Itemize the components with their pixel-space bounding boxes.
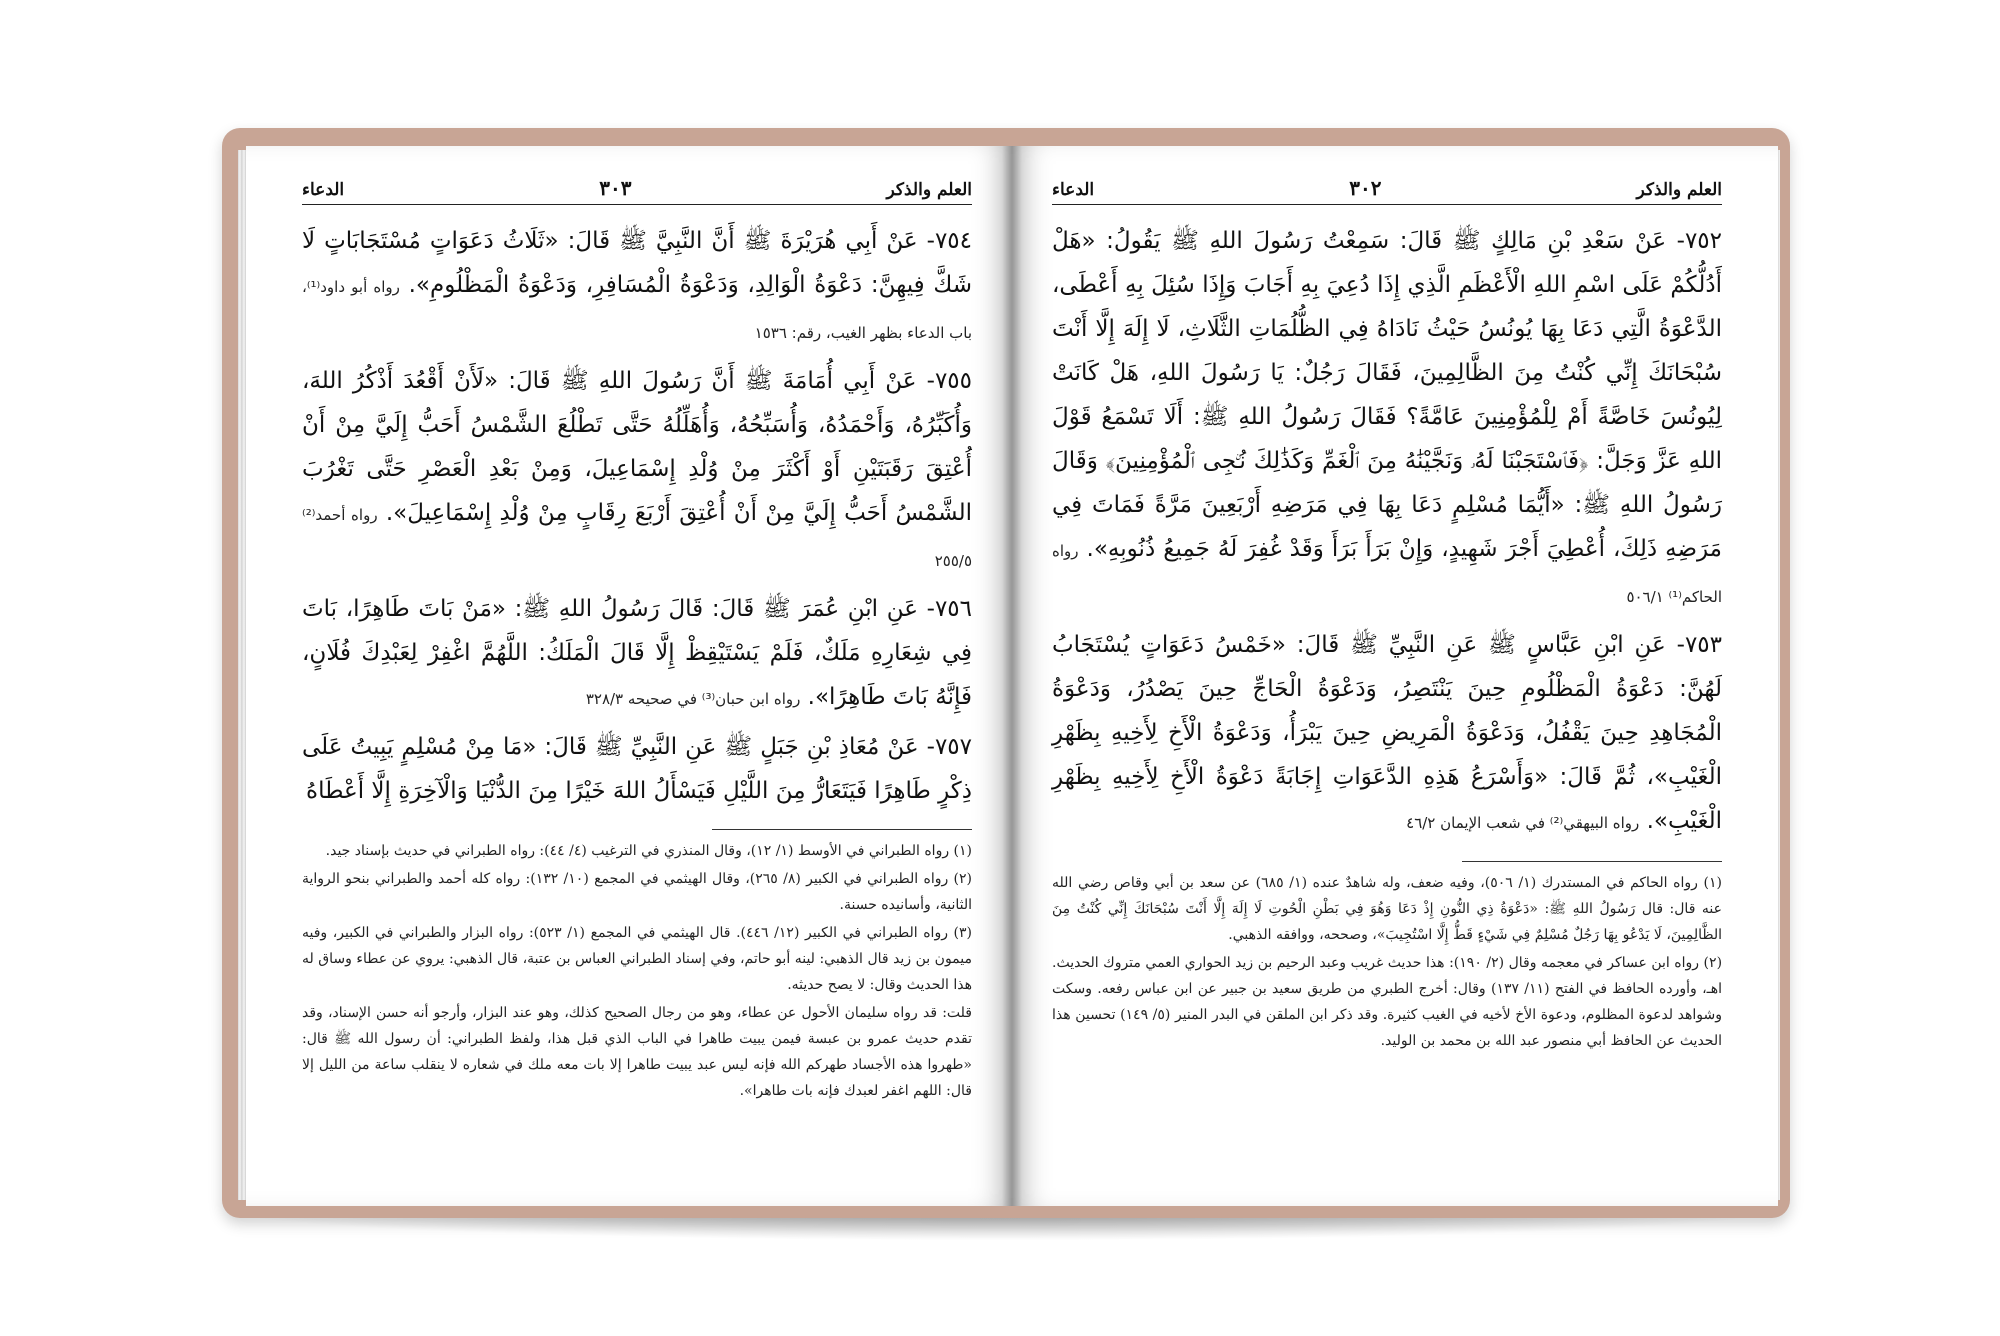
page-header (302, 176, 972, 205)
hadith-source: رواه أحمد⁽²⁾ ٢٥٥/٥ (302, 506, 972, 570)
hadith-source: رواه الحاكم⁽¹⁾ ٥٠٦/١ (1052, 542, 1722, 606)
hadith-753: ٧٥٣- عَنِ ابْنِ عَبَّاسٍ ﷺ عَنِ النَّبِيِّ ﷺ قَالَ: «خَمْسُ دَعَوَاتٍ يُسْتَجَابُ لَهُنَّ: دَعْوَةُ الْمَظْلُومِ حِينَ يَنْتَصِرُ، وَدَعْوَةُ الْحَاجِّ حِينَ يَصْدُرُ، وَدَعْوَةُ الْمُجَاهِدِ حِينَ يَقْفُلُ، وَدَعْوَةُ الْمَرِيضِ حِينَ يَبْرَأُ، وَدَعْوَةُ الْأَخِ لِأَخِيهِ بِظَهْرِ الْغَيْبِ»، ثُمَّ قَالَ: «وَأَسْرَعُ هَذِهِ الدَّعَوَاتِ إِجَابَةً دَعْوَةُ الْأَخِ لِأَخِيهِ بِظَهْرِ الْغَيْبِ». رواه البيهقي⁽²⁾ في شعب الإيمان ٤٦/٢ (1052, 632, 1722, 834)
hadith-755: ٧٥٥- عَنْ أَبِي أُمَامَةَ ﷺ أَنَّ رَسُولَ اللهِ ﷺ قَالَ: «لَأَنْ أَقْعُدَ أَذْكُرُ اللهَ، وَأُكَبِّرُهُ، وَأَحْمَدُهُ، وَأُسَبِّحُهُ، وَأُهَلِّلُهُ حَتَّى تَطْلُعَ الشَّمْسُ أَحَبُّ إِلَيَّ مِنْ أَنْ أُعْتِقَ رَقَبَتَيْنِ أَوْ أَكْثَرَ مِنْ وُلْدِ إِسْمَاعِيلَ، وَمِنْ بَعْدِ الْعَصْرِ حَتَّى تَغْرُبَ الشَّمْسُ أَحَبُّ إِلَيَّ مِنْ أَنْ أُعْتِقَ أَرْبَعَ رِقَابٍ مِنْ وُلْدِ إِسْمَاعِيلَ». رواه أحمد⁽²⁾ ٢٥٥/٥ (302, 368, 973, 570)
page-header (1052, 176, 1722, 205)
hadith-source: رواه البيهقي⁽²⁾ في شعب الإيمان ٤٦/٢ (1406, 814, 1640, 832)
page-number: ٣٠٢ (1349, 176, 1382, 200)
hadith-756: ٧٥٦- عَنِ ابْنِ عُمَرَ ﷺ قَالَ: قَالَ رَسُولُ اللهِ ﷺ: «مَنْ بَاتَ طَاهِرًا، بَاتَ فِي شِعَارِهِ مَلَكٌ، فَلَمْ يَسْتَيْقِظْ إِلَّا قَالَ الْمَلَكُ: اللَّهُمَّ اغْفِرْ لِعَبْدِكَ فُلَانٍ، فَإِنَّهُ بَاتَ طَاهِرًا». رواه ابن حبان⁽³⁾ في صحيحه ٣٢٨/٣ (302, 596, 972, 710)
hadith-752: ٧٥٢- عَنْ سَعْدِ بْنِ مَالِكٍ ﷺ قَالَ: سَمِعْتُ رَسُولَ اللهِ ﷺ يَقُولُ: «هَلْ أَدُلُّكُمْ عَلَى اسْمِ اللهِ الْأَعْظَمِ الَّذِي إِذَا دُعِيَ بِهِ أَجَابَ وَإِذَا سُئِلَ بِهِ أَعْطَى، الدَّعْوَةُ الَّتِي دَعَا بِهَا يُونُسُ حَيْثُ نَادَاهُ فِي الظُّلُمَاتِ الثَّلَاثِ، لَا إِلَهَ إِلَّا أَنْتَ سُبْحَانَكَ إِنِّي كُنْتُ مِنَ الظَّالِمِينَ، فَقَالَ رَجُلٌ: يَا رَسُولَ اللهِ، هَلْ كَانَتْ لِيُونُسَ خَاصَّةً أَمْ لِلْمُؤْمِنِينَ عَامَّةً؟ فَقَالَ رَسُولُ اللهِ ﷺ: أَلَا تَسْمَعُ قَوْلَ اللهِ عَزَّ وَجَلَّ: ﴿فَٱسْتَجَبْنَا لَهُۥ وَنَجَّيْنَٰهُ مِنَ ٱلْغَمِّ وَكَذَٰلِكَ نُـۨجِى ٱلْمُؤْمِنِينَ﴾ وَقَالَ رَسُولُ اللهِ ﷺ: «أَيُّمَا مُسْلِمٍ دَعَا بِهَا فِي مَرَضِهِ أَرْبَعِينَ مَرَّةً فَمَاتَ فِي مَرَضِهِ ذَلِكَ، أُعْطِيَ أَجْرَ شَهِيدٍ، وَإِنْ بَرَأَ بَرَأَ وَقَدْ غُفِرَ لَهُ جَمِيعُ ذُنُوبِهِ». رواه الحاكم⁽¹⁾ ٥٠٦/١ (1052, 228, 1723, 606)
page-number: ٣٠٣ (599, 176, 632, 200)
page-body (1052, 219, 1722, 1054)
header-chapter: الدعاء (302, 180, 345, 200)
footnote: قلت: قد رواه سليمان الأحول عن عطاء، وهو من رجال الصحيح كذلك، وهو عند البزار، وأرجو أنه حسن الإسناد، وقد تقدم حديث عمرو بن عبسة فيمن يبيت طاهرا في الباب الذي قبل هذا، ولفظ الطبراني: أن رسول الله ﷺ قال: «طهروا هذه الأجساد طهركم الله فإنه ليس عبد يبيت طاهرا إلا بات معه ملك في شعاره لا ينقلب ساعة من الليل إلا قال: اللهم اغفر لعبدك فإنه بات طاهرا». (302, 1005, 972, 1099)
left-page (246, 146, 1012, 1206)
header-book-title: العلم والذكر (886, 180, 972, 200)
footnote-divider (1462, 861, 1722, 862)
book-spine (1002, 146, 1022, 1206)
footnote: (٢) رواه الطبراني في الكبير (٨/ ٢٦٥)، وقال الهيثمي في المجمع (١٠/ ١٣٢): رواه كله أحمد والطبراني بنحو الرواية الثانية، وأسانيده حسنة. (302, 871, 973, 913)
footnote: (٣) رواه الطبراني في الكبير (١٢/ ٤٤٦). قال الهيثمي في المجمع (١/ ٥٢٣): رواه البزار والطبراني في الكبير، وفيه ميمون بن زيد قال الذهبي: لينه أبو حاتم، وفي إسناد الطبراني العباس بن عتبة، قال الذهبي: يروي عن عطاء وساق له هذا الحديث وقال: لا يصح حديثه. (302, 925, 973, 993)
footnote-divider (712, 829, 972, 830)
hadith-754: ٧٥٤- عَنْ أَبِي هُرَيْرَةَ ﷺ أَنَّ النَّبِيَّ ﷺ قَالَ: «ثَلَاثُ دَعَوَاتٍ مُسْتَجَابَاتٍ لَا شَكَّ فِيهِنَّ: دَعْوَةُ الْوَالِدِ، وَدَعْوَةُ الْمُسَافِرِ، وَدَعْوَةُ الْمَظْلُومِ». رواه أبو داود⁽¹⁾، باب الدعاء بظهر الغيب، رقم: ١٥٣٦ (302, 228, 972, 342)
footnote: (١) رواه الحاكم في المستدرك (١/ ٥٠٦)، وفيه ضعف، وله شاهدٌ عنده (١/ ٦٨٥) عن سعد بن أبي وقاص رضي الله عنه قال: قال رَسُولُ اللهِ ﷺ: «دَعْوَةُ ذِي النُّونِ إِذْ دَعَا وَهُوَ فِي بَطْنِ الْحُوتِ لَا إِلَهَ إِلَّا أَنْتَ سُبْحَانَكَ إِنِّي كُنْتُ مِنَ الظَّالِمِينَ، لَا يَدْعُو بِهَا رَجُلٌ مُسْلِمٌ فِي شَيْءٍ قَطُّ إِلَّا اسْتُجِيبَ»، وصححه، ووافقه الذهبي. (1052, 875, 1723, 943)
footnote: (١) رواه الطبراني في الأوسط (١/ ١٢)، وقال المنذري في الترغيب (٤/ ٤٤): رواه الطبراني في حديث بإسناد جيد. (325, 843, 972, 859)
hadith-source: رواه أبو داود⁽¹⁾، باب الدعاء بظهر الغيب، رقم: ١٥٣٦ (302, 278, 972, 342)
hadith-757: ٧٥٧- عَنْ مُعَاذِ بْنِ جَبَلٍ ﷺ عَنِ النَّبِيِّ ﷺ قَالَ: «مَا مِنْ مُسْلِمٍ يَبِيتُ عَلَى ذِكْرٍ طَاهِرًا فَيَتَعَارُّ مِنَ اللَّيْلِ فَيَسْأَلُ اللهَ خَيْرًا مِنَ الدُّنْيَا وَالْآخِرَةِ إِلَّا أَعْطَاهُ (302, 734, 972, 804)
header-book-title: العلم والذكر (1636, 180, 1722, 200)
page-body (302, 219, 972, 1104)
header-chapter: الدعاء (1052, 180, 1095, 200)
right-page (1012, 146, 1778, 1206)
footnote: (٢) رواه ابن عساكر في معجمه وقال (٢/ ١٩٠): هذا حديث غريب وعبد الرحيم بن زيد الحواري العمي متروك الحديث. اهـ، وأورده الحافظ في الفتح (١١/ ١٣٧) وقال: أخرج الطبري من طريق سعيد بن جبير عن ابن عباس رفعه. وسكت وشواهد لدعوة المظلوم، ودعوة الأخ لأخيه في الغيب كثيرة. وقد ذكر ابن الملقن في البدر المنير (٥/ ١٤٩) تحسين هذا الحديث عن الحافظ أبي منصور عبد الله بن محمد بن الوليد. (1052, 955, 1723, 1049)
hadith-source: رواه ابن حبان⁽³⁾ في صحيحه ٣٢٨/٣ (585, 690, 801, 708)
